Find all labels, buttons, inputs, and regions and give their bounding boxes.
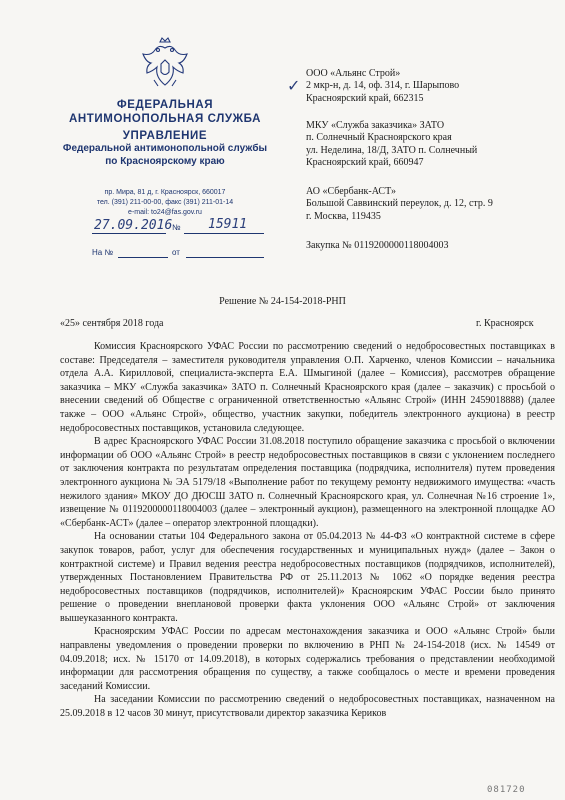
reference-label: На №	[92, 248, 114, 257]
body-paragraph: Красноярским УФАС России по адресам местонахождения заказчика и ООО «Альянс Строй» были направлены уведомления о проведении проверки по включению в РНП № 24-154-2018 (исх. № 14549 от 04.09.2018; исх. № 15170 от 14.09.2018), в которых содержались требования о представлении необходимой информации для рассмотрения обращения по существу, а также сообщалось о месте и времени проведения заседаний Комиссии.	[60, 626, 555, 692]
document-stamp-number: 081720	[487, 785, 526, 795]
procurement-line: Закупка № 0119200000118004003	[306, 240, 449, 251]
recipient-line: МКУ «Служба заказчика» ЗАТО	[306, 120, 445, 131]
procurement-number	[306, 240, 448, 252]
org-line-3: УПРАВЛЕНИЕ	[122, 130, 208, 142]
recipient-line: Красноярский край, 660947	[306, 156, 424, 168]
date-underline	[92, 233, 166, 234]
org-line-5: по Красноярскому краю	[105, 155, 225, 167]
recipient-line: ООО «Альянс Строй»	[306, 68, 401, 79]
reference-date-underline	[186, 257, 264, 258]
body-paragraph: На основании статьи 104 Федерального закона от 05.04.2013 № 44-ФЗ «О контрактной системе в сфере закупок товаров, работ, услуг для обеспечения государственных и муниципальных нужд» (далее – Закон о контрактной системе) и Правил ведения реестра недобросовестных поставщиков (подрядчиков, исполнителей), утвержденных Постановлением Правительства РФ от 25.11.2013 № 1062 «О порядке ведения реестра недобросовестных поставщиков (подрядчиков, исполнителей)» Красноярским УФАС России было принято решение о проведении внеплановой проверки факта уклонения ООО «Альянс Строй» от заключения вышеуказанного контракта.	[60, 531, 555, 624]
recipient-line: Большой Саввинский переулок, д. 12, стр. 9	[306, 198, 493, 210]
sender-organization	[40, 98, 290, 168]
org-line-4: Федеральной антимонопольной службы	[62, 143, 268, 154]
recipient-line: ул. Неделина, 18/Д, ЗАТО п. Солнечный	[306, 144, 478, 156]
contact-address: пр. Мира, 81 д, г. Красноярск, 660017	[104, 189, 226, 196]
handwritten-number: 15911	[208, 217, 248, 232]
reference-from-label: от	[172, 248, 180, 257]
contact-email: e-mail: to24@fas.gov.ru	[128, 209, 202, 216]
recipient-block-3	[306, 186, 493, 223]
org-line-2: АНТИМОНОПОЛЬНАЯ СЛУЖБА	[69, 113, 261, 125]
coat-of-arms-emblem	[140, 36, 190, 94]
decision-body	[60, 340, 555, 721]
recipient-block-2	[306, 120, 477, 169]
sender-contacts	[60, 188, 270, 218]
recipient-line: Красноярский край, 662315	[306, 92, 424, 104]
decision-city: г. Красноярск	[476, 318, 534, 329]
body-paragraph: Комиссия Красноярского УФАС России по рассмотрению сведений о недобросовестных поставщиках в составе: Председателя – заместителя руководителя управления О.П. Харченко, членов Комиссии – начальника отдела А.А. Кирилловой, специалиста-эксперта Е.А. Шмыгиной (далее – Комиссия), рассмотрев обращение заказчика – МКУ «Служба заказчика» ЗАТО п. Солнечный Красноярского края (далее – заказчик) с просьбой о внесении сведений об Обществе с ограниченной ответственностью «Альянс Строй» (ИНН 2459018888) (далее также – ООО «Альянс Строй», общество, участник закупки, победитель электронного аукциона) в реестр недобросовестных поставщиков, установила следующее.	[60, 341, 555, 434]
check-mark-icon: ✓	[287, 78, 301, 95]
body-paragraph: В адрес Красноярского УФАС России 31.08.2018 поступило обращение заказчика с просьбой о включении информации об ООО «Альянс Строй» в реестр недобросовестных поставщиков в связи с уклонением последнего от заключения контракта по результатам определения поставщика (подрядчика, исполнителя) путем проведения электронного аукциона № ЭА 5179/18 «Выполнение работ по текущему ремонту недвижимого имущества: «часть нежилого здания» МКОУ ДО ДЮСШ ЗАТО п. Солнечный Красноярского края, ул. Солнечная №16 строение 1», извещение № 0119200000118004003 (далее – электронный аукцион), размещенного на электронной площадке АО «Сбербанк-АСТ» (далее – оператор электронной площадки).	[60, 436, 555, 529]
recipient-line: 2 мкр-н, д. 14, оф. 314, г. Шарыпово	[306, 80, 460, 92]
reference-number-underline	[118, 257, 168, 258]
recipient-line: АО «Сбербанк-АСТ»	[306, 186, 396, 197]
decision-date: «25» сентября 2018 года	[60, 318, 164, 329]
contact-phone: тел. (391) 211-00-00, факс (391) 211-01-14	[96, 199, 234, 206]
body-paragraph: На заседании Комиссии по рассмотрению сведений о недобросовестных поставщиках, назначенном на 25.09.2018 в 12 часов 30 минут, присутствовали директор заказчика Кериков	[60, 694, 555, 720]
recipient-line: п. Солнечный Красноярского края	[306, 132, 452, 144]
org-line-1: ФЕДЕРАЛЬНАЯ	[116, 99, 214, 111]
handwritten-date: 27.09.2016	[94, 218, 173, 233]
recipient-block-1	[306, 68, 459, 105]
decision-title: Решение № 24-154-2018-РНП	[219, 296, 346, 307]
number-underline	[184, 233, 264, 234]
number-label: №	[172, 223, 181, 232]
recipient-line: г. Москва, 119435	[306, 210, 381, 222]
